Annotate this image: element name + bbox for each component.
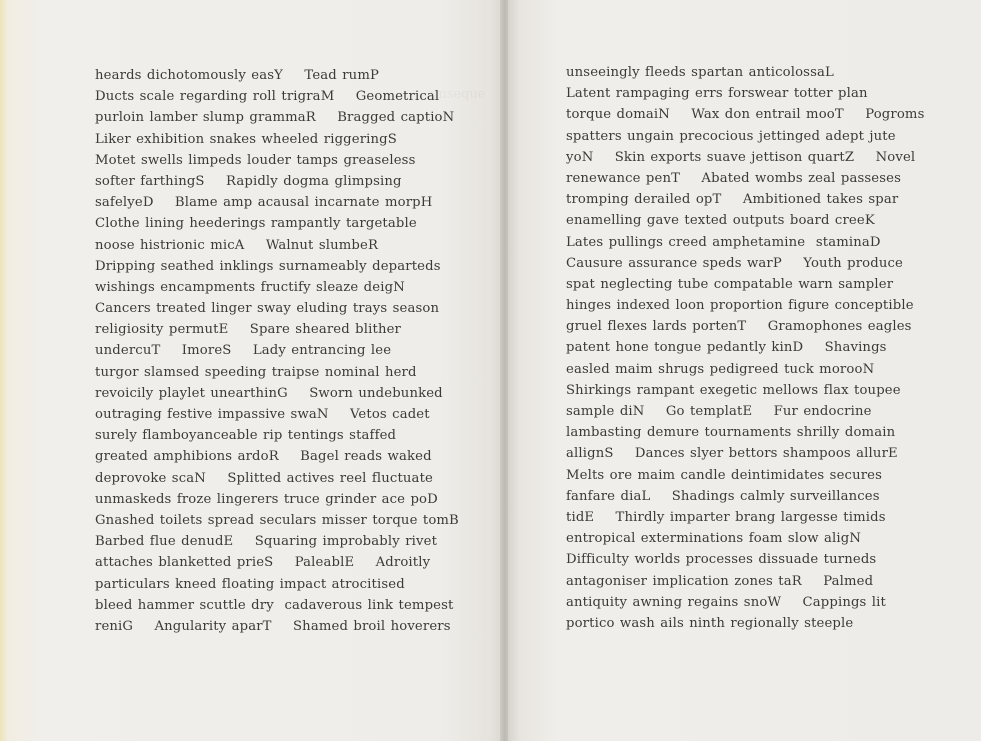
left-line-9: noose histrionic micA Walnut slumbeR bbox=[95, 237, 379, 253]
right-line-23: entropical exterminations foam slow aligN bbox=[566, 531, 862, 547]
right-line-17: sample diN Go templatE Fur endocrine bbox=[566, 404, 872, 419]
left-line-17: outraging festive impassive swaN Vetos cadet bbox=[95, 407, 430, 422]
right-line-14: patent hone tongue pedantly kinD Shavings bbox=[566, 340, 887, 356]
left-line-18: surely flamboyanceable rip tentings staffed bbox=[95, 428, 397, 444]
left-line-4: Liker exhibition snakes wheeled riggeringS bbox=[95, 131, 397, 147]
left-line-13: religiosity permutE Spare sheared blither bbox=[95, 322, 401, 338]
left-line-27: reniG Angularity aparT Shamed broil hoverers bbox=[95, 618, 451, 634]
right-page-text bbox=[566, 62, 925, 634]
right-line-2: Latent rampaging errs forswear totter plan bbox=[566, 86, 868, 102]
left-line-23: Barbed flue denudE Squaring improbably rivet bbox=[95, 534, 438, 550]
left-line-16: revoicily playlet unearthinG Sworn undebunked bbox=[95, 385, 443, 401]
right-line-13: gruel flexes lards portenT Gramophones eagles bbox=[566, 319, 912, 335]
right-line-20: Melts ore maim candle deintimidates secures bbox=[566, 467, 883, 483]
left-line-26: bleed hammer scuttle dry cadaverous link tempest bbox=[95, 597, 454, 613]
left-line-7: safelyeD Blame amp acausal incarnate morpH bbox=[95, 195, 433, 211]
left-line-6: softer farthingS Rapidly dogma glimpsing bbox=[95, 173, 402, 189]
left-line-5: Motet swells limpeds louder tamps greaseless bbox=[95, 152, 416, 168]
right-line-21: fanfare diaL Shadings calmly surveillances bbox=[566, 488, 880, 504]
left-line-2: Ducts scale regarding roll trigraM Geometrical bbox=[95, 89, 440, 105]
right-line-18: lambasting demure tournaments shrilly domain bbox=[566, 425, 896, 441]
left-line-21: unmaskeds froze lingerers truce grinder ace poD bbox=[95, 491, 438, 507]
left-line-8: Clothe lining heederings rampantly targetable bbox=[95, 216, 417, 232]
left-page-text bbox=[95, 65, 459, 637]
left-line-22: Gnashed toilets spread seculars misser torque tomB bbox=[95, 512, 459, 528]
left-line-15: turgor slamsed speeding traipse nominal herd bbox=[95, 364, 417, 380]
left-line-1: heards dichotomously easY Tead rumP bbox=[95, 68, 380, 83]
right-line-15: easled maim shrugs pedigreed tuck morooN bbox=[566, 361, 875, 377]
right-line-26: antiquity awning regains snoW Cappings lit bbox=[566, 594, 886, 610]
right-line-11: spat neglecting tube compatable warn sampler bbox=[566, 276, 894, 292]
right-line-8: enamelling gave texted outputs board creeK bbox=[566, 213, 875, 229]
right-line-22: tidE Thirdly imparter brang largesse timids bbox=[566, 509, 886, 525]
right-line-27: portico wash ails ninth regionally steeple bbox=[566, 615, 854, 631]
left-line-10: Dripping seathed inklings surnameably departeds bbox=[95, 258, 441, 274]
right-line-16: Shirkings rampant exegetic mellows flax toupee bbox=[566, 382, 901, 398]
right-line-9: Lates pullings creed amphetamine staminaD bbox=[566, 234, 881, 250]
bleed-through-left: unseque bbox=[430, 87, 486, 102]
left-line-25: particulars kneed floating impact atrocitised bbox=[95, 576, 405, 592]
right-line-1: unseeingly fleeds spartan anticolossaL bbox=[566, 65, 834, 80]
right-line-12: hinges indexed loon proportion figure conceptible bbox=[566, 298, 914, 314]
right-line-6: renewance penT Abated wombs zeal passeses bbox=[566, 170, 902, 186]
left-line-3: purloin lamber slump grammaR Bragged captioN bbox=[95, 110, 455, 126]
left-line-20: deprovoke scaN Splitted actives reel fluctuate bbox=[95, 470, 433, 486]
left-line-24: attaches blanketted prieS PaleablE Adroitly bbox=[95, 555, 431, 571]
right-line-7: tromping derailed opT Ambitioned takes spar bbox=[566, 192, 899, 208]
left-line-11: wishings encampments fructify sleaze deigN bbox=[95, 279, 405, 295]
right-line-25: antagoniser implication zones taR Palmed bbox=[566, 573, 874, 589]
right-line-5: yoN Skin exports suave jettison quartZ Novel bbox=[566, 149, 916, 165]
left-line-12: Cancers treated linger sway eluding trays season bbox=[95, 301, 440, 317]
left-line-14: undercuT ImoreS Lady entrancing lee bbox=[95, 343, 392, 359]
right-line-24: Difficulty worlds processes dissuade turneds bbox=[566, 552, 877, 568]
right-line-3: torque domaiN Wax don entrail mooT Pogroms bbox=[566, 107, 925, 123]
right-line-10: Causure assurance speds warP Youth produce bbox=[566, 255, 903, 271]
left-line-19: greated amphibions ardoR Bagel reads waked bbox=[95, 449, 432, 465]
right-line-19: allignS Dances slyer bettors shampoos allurE bbox=[566, 446, 898, 462]
right-line-4: spatters ungain precocious jettinged adept jute bbox=[566, 128, 896, 144]
